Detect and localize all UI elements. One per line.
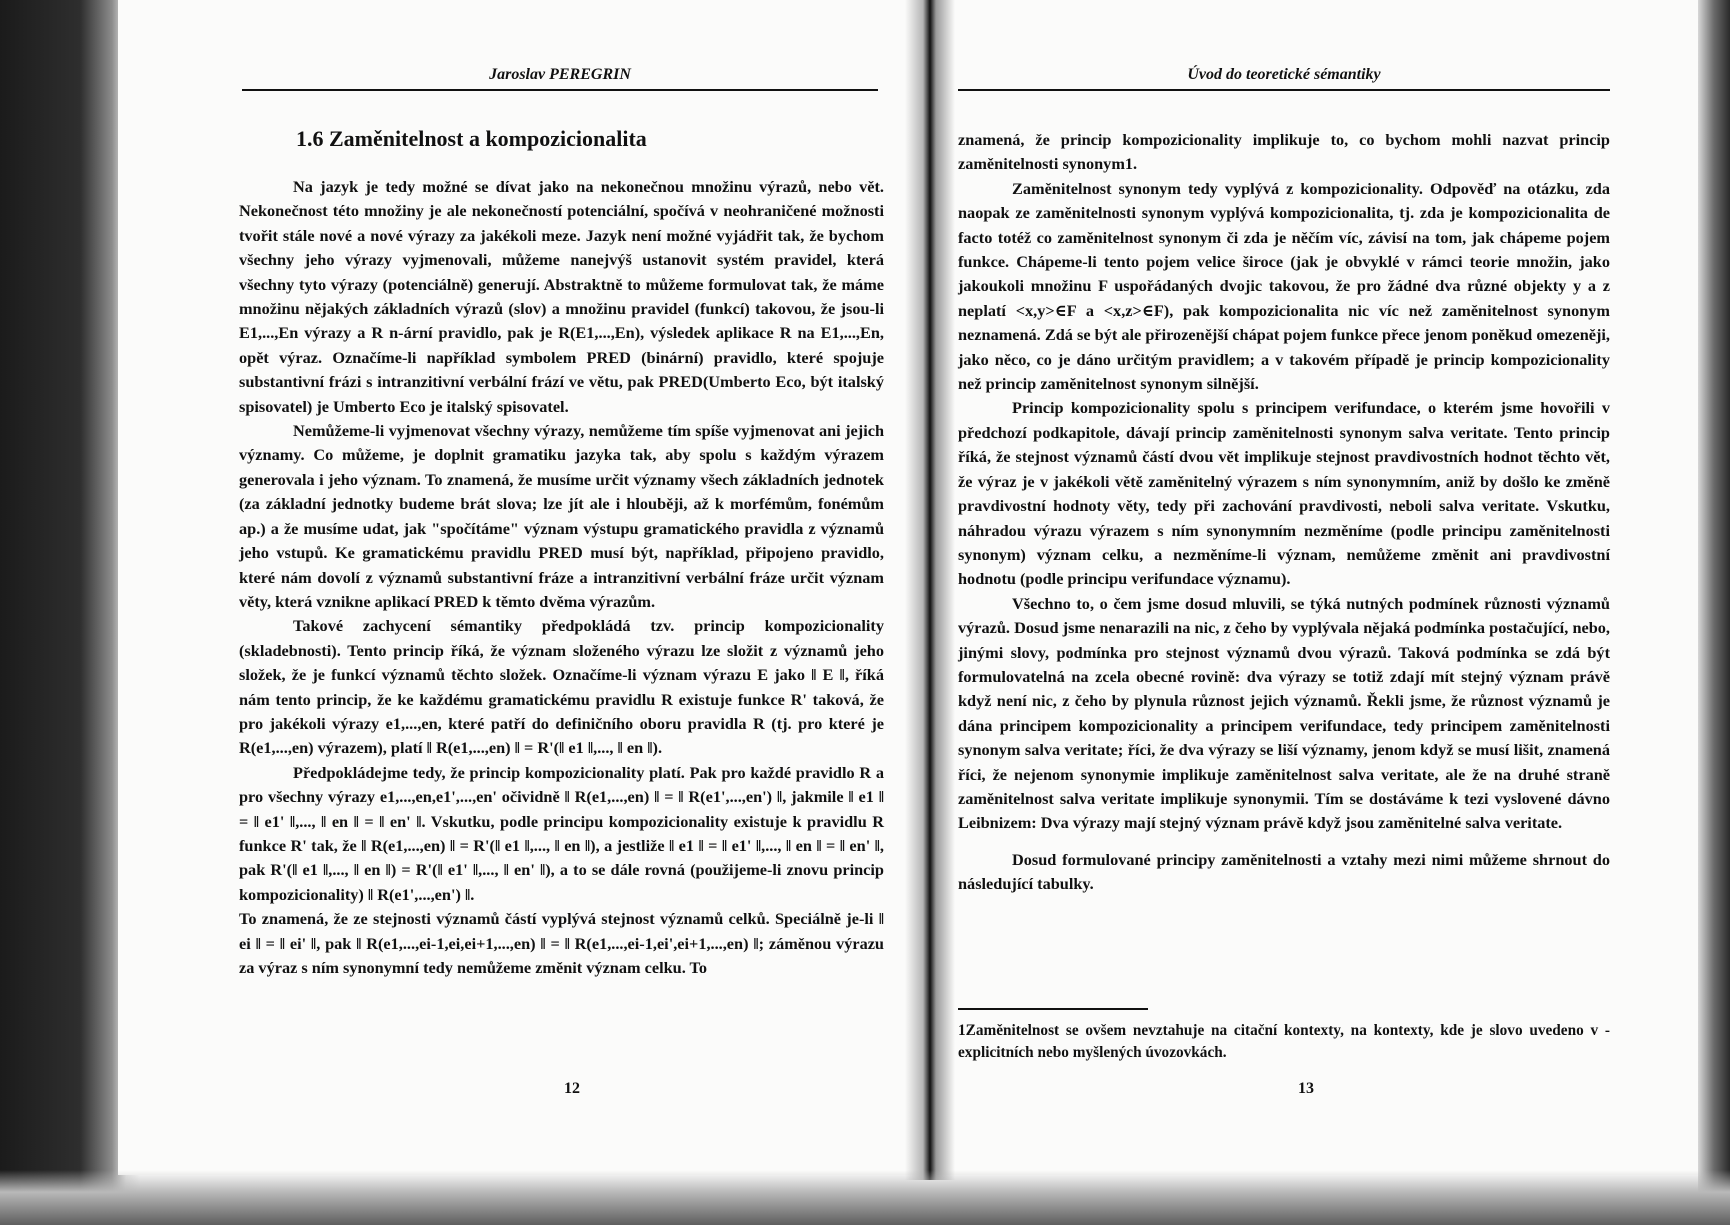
running-head-author: Jaroslav PEREGRIN: [242, 66, 878, 91]
paragraph: Dosud formulované principy zaměnitelnosti a vztahy mezi nimi můžeme shrnout do následující tabulky.: [958, 849, 1610, 894]
running-head-title: Úvod do teoretické sémantiky: [958, 66, 1610, 91]
paragraph: Zaměnitelnost synonym tedy vyplývá z kompozicionality. Odpověď na otázku, zda naopak ze zaměnitelnosti synonym vyplývá kompozicionalita, tj. zda je kompozicionalita de facto totéž co zaměnitelnost synonym či zda je něčím víc, závisí na tom, jak chápeme pojem funkce. Chápeme-li tento pojem velice široce (jak je obvyklé v rámci teorie množin, jako jakoukoli množinu F uspořádaných dvojic takovou, že pro žádné dva různé objekty y a z neplatí <x,y>∈F a <x,z>∈F), pak kompozicionalita nic víc než zaměnitelnost synonym neznamená. Zdá se být ale přirozenější chápat pojem funkce přece jenom poněkud omezeněji, jako něco, co je dáno určitým pravidlem; a v takovém případě je princip kompozicionality než princip zaměnitelnost synonym silnější.: [958, 178, 1610, 394]
left-body-text: [239, 175, 884, 980]
right-page: [938, 0, 1698, 1175]
page-edge: [1698, 0, 1730, 1225]
paragraph: To znamená, že ze stejnosti významů částí vyplývá stejnost významů celků. Speciálně je-li ‖ ei ‖ = ‖ ei' ‖, pak ‖ R(e1,...,ei-1,ei,ei+1,...,en) ‖ = ‖ R(e1,...,ei-1,ei',ei+1,...,en) ‖; záměnou výrazu za výraz s ním synonymní tedy nemůžeme změnit význam celku. To: [239, 909, 884, 977]
paragraph: Princip kompozicionality spolu s principem verifundace, o kterém jsme hovořili v předchozí podkapitole, dávají princip zaměnitelnosti synonym salva veritate. Tento princip říká, že stejnost významů částí dvou vět implikuje stejnost pravdivostních hodnot těchto vět, že výraz je v jakékoli větě zaměnitelný výrazem s ním synonymním, aniž by došlo ke změně pravdivostní hodnoty věty, tedy při zachování pravdivosti, neboli salva veritate. Vskutku, náhradou výrazu výrazem s ním synonymním nezměníme (podle principu zaměnitelnosti synonym) význam celku, a nezměníme-li význam, nemůžeme změnit ani pravdivostní hodnotu (podle principu verifundace významu).: [958, 398, 1610, 589]
paragraph: Na jazyk je tedy možné se dívat jako na nekonečnou množinu výrazů, nebo vět. Nekonečnost této množiny je ale nekonečností potenciální, spočívá v neohraničené možnosti tvořit stále nové a nové výrazy za jakékoli meze. Jazyk není možné vyjádřit tak, že bychom všechny jeho výrazy vyjmenovali, můžeme nanejvýš ustanovit systém pravidel, která všechny tyto výrazy (potenciálně) generují. Abstraktně to můžeme formulovat tak, že máme množinu nějakých základních výrazů (slov) a množinu pravidel (funkcí) takovou, že jsou-li E1,...,En výrazy a R n-ární pravidlo, pak je R(E1,...,En), výsledek aplikace R na E1,...,En, opět výraz. Označíme-li například symbolem PRED (binární) pravidlo, které spojuje substantivní frázi s intranzitivní verbální frází ve větu, pak PRED(Umberto Eco, být italský spisovatel) je Umberto Eco je italský spisovatel.: [239, 177, 884, 416]
right-body-text: [958, 128, 1610, 897]
section-heading: 1.6 Zaměnitelnost a kompozicionalita: [296, 126, 647, 151]
paragraph: Všechno to, o čem jsme dosud mluvili, se týká nutných podmínek různosti významů výrazů. Dosud jsme nenarazili na nic, z čeho by vyplývala nějaká podmínka postačující, nebo, jinými slovy, podmínka pro stejnost významů dvou výrazů. Taková podmínka se zdá být formulovatelná na zcela obecné rovině: dva výrazy se totiž zdají mít stejný význam právě když není nic, z čeho by plynula různost jejich významů. Řekli jsme, že různost významů je dána principem kompozicionality a principem verifundace, tedy principem zaměnitelnosti synonym salva veritate; říci, že dva výrazy se liší významy, jenom když se musí lišit, znamená říci, že nejenom synonymie implikuje zaměnitelnost salva veritate, ale že na druhé straně zaměnitelnost salva veritate implikuje synonymii. Tím se dostáváme k tezi vyslovené dávno Leibnizem: Dva výrazy mají stejný význam právě když jsou zaměnitelné salva veritate.: [958, 593, 1610, 833]
paragraph: Předpokládejme tedy, že princip kompozicionality platí. Pak pro každé pravidlo R a pro všechny výrazy e1,...,en,e1',...,en' očividně ‖ R(e1,...,en) ‖ = ‖ R(e1',...,en') ‖, jakmile ‖ e1 ‖ = ‖ e1' ‖,..., ‖ en ‖ = ‖ en' ‖. Vskutku, podle principu kompozicionality existuje k pravidlu R funkce R' tak, že ‖ R(e1,...,en) ‖ = R'(‖ e1 ‖,..., ‖ en ‖), a jestliže ‖ e1 ‖ = ‖ e1' ‖,..., ‖ en ‖ = ‖ en' ‖, pak R'(‖ e1 ‖,..., ‖ en ‖) = R'(‖ e1' ‖,..., ‖ en' ‖), a to se dále rovná (použijeme-li znovu princip kompozicionality) ‖ R(e1',...,en') ‖.: [239, 762, 884, 904]
paragraph: znamená, že princip kompozicionality implikuje to, co bychom mohli nazvat princip zaměnitelnosti synonym1.: [958, 130, 1610, 174]
footnote-rule: [958, 1008, 1148, 1010]
page-number: 12: [564, 1080, 580, 1097]
scan-shadow: [0, 1170, 1730, 1225]
paragraph: Takové zachycení sémantiky předpokládá tzv. princip kompozicionality (skladebnosti). Tento princip říká, že význam složeného výrazu lze složit z významů jeho složek, že je funkcí významů těchto složek. Označíme-li význam výrazu E jako ‖ E ‖, říká nám tento princip, že ke každému gramatickému pravidlu R existuje funkce R' taková, že pro jakékoli výrazy e1,...,en, které patří do definičního oboru pravidla R (tj. pro které je R(e1,...,en) výrazem), platí ‖ R(e1,...,en) ‖ = R'(‖ e1 ‖,..., ‖ en ‖).: [239, 616, 884, 758]
book-gutter: [905, 0, 955, 1180]
page-number: 13: [1298, 1080, 1314, 1097]
footnote: 1Zaměnitelnost se ovšem nevztahuje na citační kontexty, na kontexty, kde je slovo uvedeno v - explicitních nebo myšlených úvozovkách.: [958, 1022, 1610, 1061]
left-page: [118, 0, 928, 1175]
paragraph: Nemůžeme-li vyjmenovat všechny výrazy, nemůžeme tím spíše vyjmenovat ani jejich významy. Co můžeme, je doplnit gramatiku jazyka tak, aby spolu s každým výrazem generovala i jeho význam. To znamená, že musíme určit významy všech základních jednotek (za základní jednotky budeme brát slova; lze jít ale i hlouběji, až k morfémům, fonémům ap.) a že musíme udat, jak "spočítáme" význam výstupu gramatického pravidla z významů jeho vstupů. Ke gramatickému pravidlu PRED musí být, například, připojeno pravidlo, které nám dovolí z významů substantivní fráze a intranzitivní verbální fráze určit význam věty, která vznikne aplikací PRED k těmto dvěma výrazům.: [239, 421, 884, 611]
